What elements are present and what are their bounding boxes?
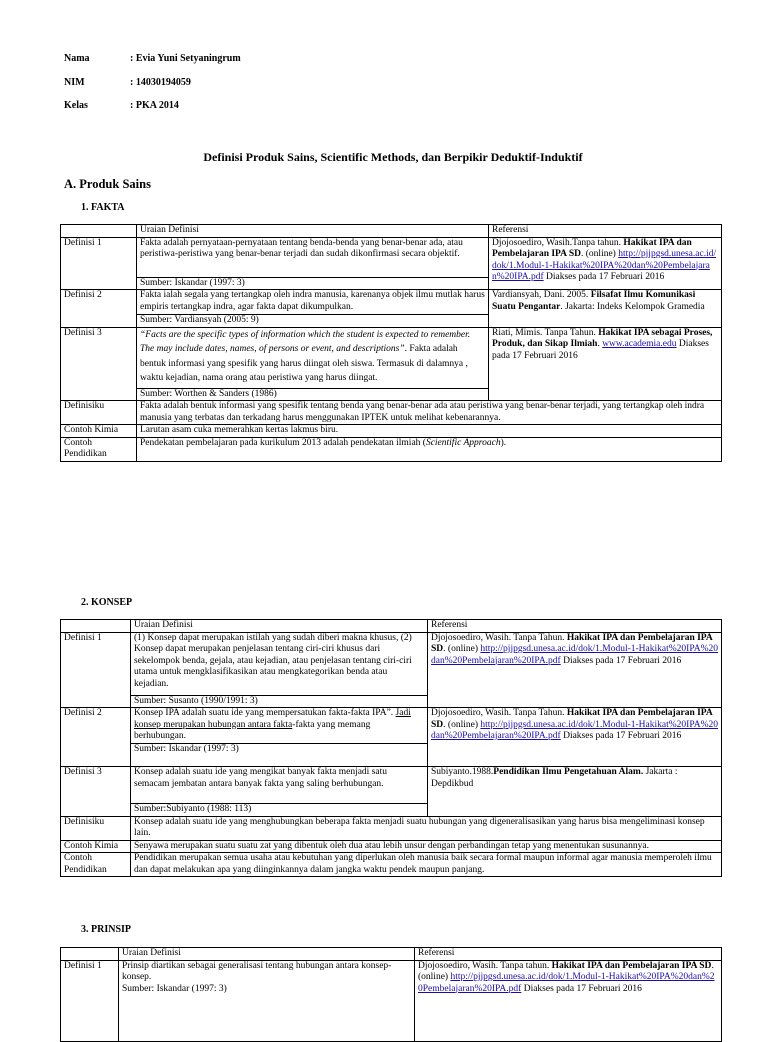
reference-link[interactable]: http://pjjpgsd.unesa.ac.id/dok/1.Modul-1-Hakikat%20IPA%20dan%20Pembelajaran%20IPA.pdf [431,719,719,741]
row-label: Definisi 3 [61,767,131,817]
definition-text: Prinsip diartikan sebagai generalisasi tentang hubungan antara konsep-konsep. Sumber: Iskandar (1997: 3) [119,960,415,1041]
header-uraian: Uraian Definisi [131,620,428,633]
kelas-value: : PKA 2014 [130,100,179,111]
row-label: Contoh Kimia [61,840,131,853]
definition-text: (1) Konsep dapat merupakan istilah yang sudah diberi makna khusus, (2) Konsep dapat merupakan penjelasan tentang ciri-ciri khusus dari sekelompok benda, gejala, atau kejadian, atau penjelasan tentang ciri-ciri utama untuk mengklasifikasikan atau mengkategorikan benda atau kejadian. [131,632,428,695]
row-label: Definisiku [61,816,131,840]
name-value: : Evia Yuni Setyaningrum [130,53,241,64]
definition-text: Fakta ialah segala yang tertangkap oleh indra manusia, karenanya objek ilmu mutlak harus empiris tertangkap indra, agar fakta dapat dikumpulkan. [137,290,489,315]
row-label: Definisi 1 [61,960,119,1041]
empty-header-cell [61,225,137,238]
contoh-kimia-text: Larutan asam cuka memerahkan kertas lakmus biru. [137,425,722,438]
definition-source: Sumber: Susanto (1990/1991: 3) [131,695,428,708]
konsep-heading: 2. KONSEP [81,597,133,608]
empty-header-cell [61,620,131,633]
reference-cell: Djojosoediro, Wasih. Tanpa Tahun. Hakikat IPA dan Pembelajaran IPA SD. (online) http://pjjpgsd.unesa.ac.id/dok/1.Modul-1-Hakikat%20IPA%20dan%20Pembelajaran%20IPA.pdf Diakses pada 17 Februari 2016 [428,632,722,708]
row-label: Definisi 2 [61,290,137,328]
fakta-heading: 1. FAKTA [81,202,125,213]
nim-value: : 14030194059 [130,77,191,88]
section-a-heading: A. Produk Sains [64,177,151,191]
row-label: Definisi 1 [61,237,137,290]
definisiku-text: Fakta adalah bentuk informasi yang spesifik tentang benda yang benar-benar ada atau peristiwa yang benar-benar terjadi, yang tertangkap oleh indra manusia yang terbatas dan terkadang harus menggunakan IPTEK untuk melihat kebenarannya. [137,401,722,425]
definition-source: Sumber: Iskandar (1997: 3) [122,983,227,994]
reference-link[interactable]: www.academia.edu [602,339,677,349]
definition-text: Fakta adalah pernyataan-pernyataan tentang benda-benda yang benar-benar ada, atau peristiwa-peristiwa yang benar-benar terjadi dan sudah dikonfirmasi secara objektif. [137,237,489,277]
contoh-pendidikan-text: Pendekatan pembelajaran pada kurikulum 2013 adalah pendekatan ilmiah (Scientific Approach). [137,437,722,461]
prinsip-heading: 3. PRINSIP [81,924,132,935]
reference-cell: Djojosoediro, Wasih. Tanpa tahun. Hakikat IPA dan Pembelajaran IPA SD. (online) http://pjjpgsd.unesa.ac.id/dok/1.Modul-1-Hakikat%20IPA%20dan%20Pembelajaran%20IPA.pdf Diakses pada 17 Februari 2016 [415,960,722,1041]
reference-cell: Djojosoediro, Wasih. Tanpa Tahun. Hakikat IPA dan Pembelajaran IPA SD. (online) http://pjjpgsd.unesa.ac.id/dok/1.Modul-1-Hakikat%20IPA%20dan%20Pembelajaran%20IPA.pdf Diakses pada 17 Februari 2016 [428,708,722,767]
contoh-kimia-text: Senyawa merupakan suatu suatu zat yang dibentuk oleh dua atau lebih unsur dengan perbandingan tetap yang menentukan susunannya. [131,840,722,853]
reference-cell: Subiyanto.1988.Pendidikan Ilmu Pengetahuan Alam. Jakarta : Depdikbud [428,767,722,817]
header-referensi: Referensi [415,948,722,961]
reference-link[interactable]: http://pjjpgsd.unesa.ac.id/dok/1.Modul-1-Hakikat%20IPA%20dan%20Pembelajaran%20IPA.pdf [418,972,715,994]
header-uraian: Uraian Definisi [119,948,415,961]
definition-source: Sumber: Iskandar (1997: 3) [131,743,428,766]
row-label: Definisiku [61,401,137,425]
header-uraian: Uraian Definisi [137,225,489,238]
definition-text: Konsep adalah suatu ide yang mengikat banyak fakta menjadi satu semacam jembatan antara banyak fakta yang saling berhubungan. [131,767,428,804]
row-label: Definisi 1 [61,632,131,708]
page-title: Definisi Produk Sains, Scientific Methods, dan Berpikir Deduktif-Induktif [203,150,583,164]
definition-source: Sumber: Iskandar (1997: 3) [137,277,489,290]
kelas-label: Kelas [64,100,88,111]
nim-label: NIM [64,77,85,88]
definition-text: “Facts are the specific types of information which the student is expected to remember. The may include dates, names, of persons or event, and descriptions”. Fakta adalah bentuk informasi yang spesifik yang harus diingat oleh siswa. Termasuk di dalamnya , waktu kejadian, nama orang atau peristiwa yang harus diingat. [137,327,489,388]
empty-header-cell [61,948,119,961]
contoh-pendidikan-text: Pendidikan merupakan semua usaha atau kebutuhan yang diperlukan oleh manusia baik secara formal maupun informal agar manusia memperoleh ilmu dan dapat melakukan apa yang diinginkannya dalam jangka waktu pendek maupun panjang. [131,853,722,877]
header-referensi: Referensi [489,225,722,238]
reference-cell: Vardiansyah, Dani. 2005. Filsafat Ilmu Komunikasi Suatu Pengantar. Jakarta: Indeks Kelompok Gramedia [489,290,722,328]
reference-cell: Riati, Mimis. Tanpa Tahun. Hakikat IPA sebagai Proses, Produk, dan Sikap Ilmiah. www.academia.edu Diakses pada 17 Februari 2016 [489,327,722,401]
header-referensi: Referensi [428,620,722,633]
row-label: Definisi 2 [61,708,131,767]
row-label: Contoh Kimia [61,425,137,438]
definition-source: Sumber: Worthen & Sanders (1986) [137,388,489,401]
row-label: Definisi 3 [61,327,137,401]
reference-link[interactable]: http://pjjpgsd.unesa.ac.id/dok/1.Modul-1-Hakikat%20IPA%20dan%20Pembelajaran%20IPA.pdf [492,249,717,282]
konsep-table [60,619,722,877]
definisiku-text: Konsep adalah suatu ide yang menghubungkan beberapa fakta menjadi suatu hubungan yang digeneralisasikan yang harus bisa mengeliminasi konsep lain. [131,816,722,840]
definition-text: Konsep IPA adalah suatu ide yang mempersatukan fakta-fakta IPA”. Jadi konsep merupakan hubungan antara fakta-fakta yang memang berhubungan. [131,708,428,744]
definition-source: Sumber:Subiyanto (1988: 113) [131,804,428,817]
definition-source: Sumber: Vardiansyah (2005: 9) [137,315,489,328]
row-label: Contoh Pendidikan [61,437,137,461]
prinsip-table [60,947,722,1042]
reference-cell: Djojosoediro, Wasih.Tanpa tahun. Hakikat IPA dan Pembelajaran IPA SD. (online) http://pjjpgsd.unesa.ac.id/dok/1.Modul-1-Hakikat%20IPA%20dan%20Pembelajaran%20IPA.pdf Diakses pada 17 Februari 2016 [489,237,722,290]
reference-link[interactable]: http://pjjpgsd.unesa.ac.id/dok/1.Modul-1-Hakikat%20IPA%20dan%20Pembelajaran%20IPA.pdf [431,644,719,666]
name-label: Nama [64,53,90,64]
fakta-table [60,224,722,462]
row-label: Contoh Pendidikan [61,853,131,877]
